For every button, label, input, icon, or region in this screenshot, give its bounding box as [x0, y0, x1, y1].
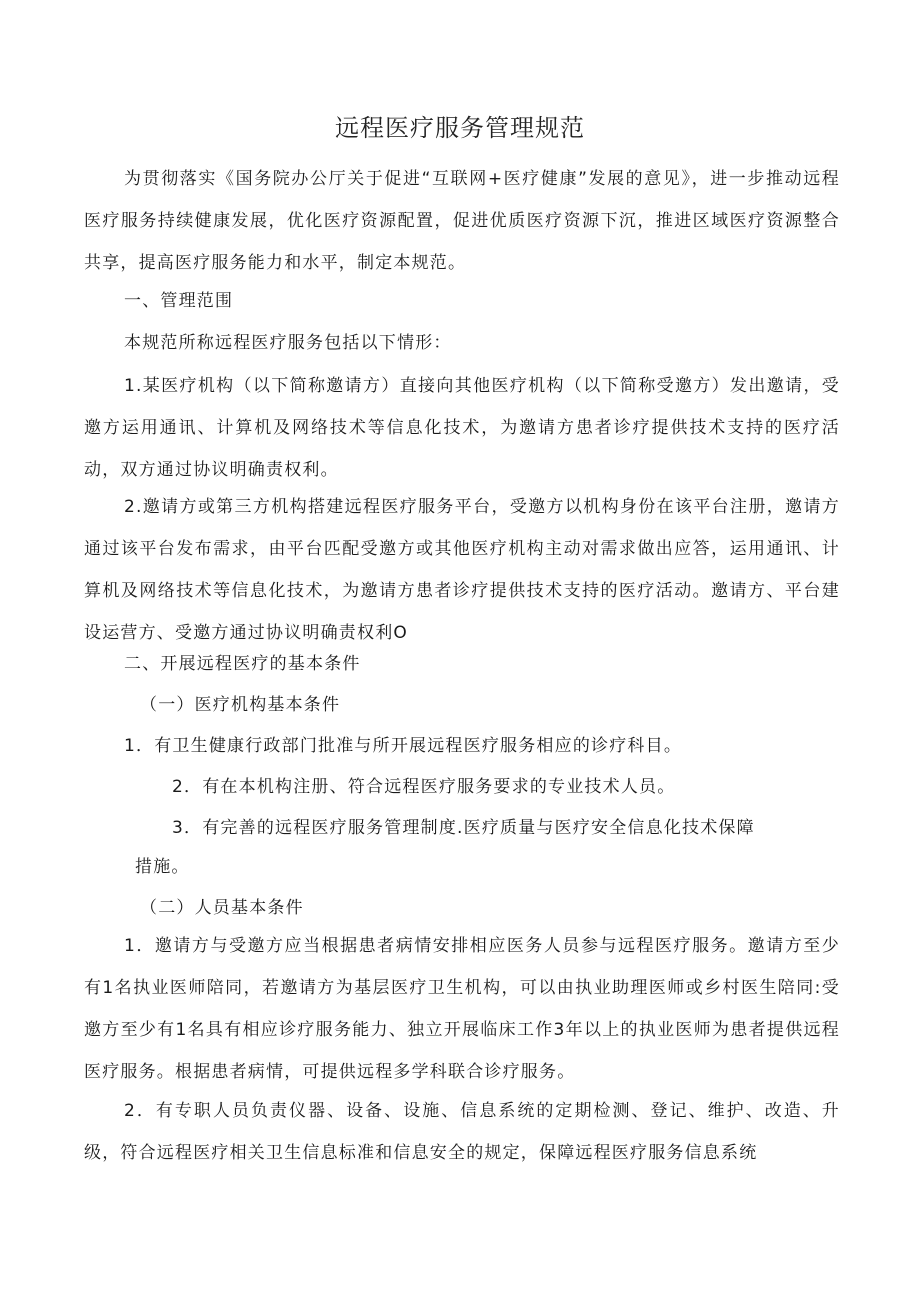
subsection2-heading: （二）人员基本条件 — [140, 898, 304, 918]
section1-heading: 一、管理范围 — [124, 291, 234, 311]
document-title: 远程医疗服务管理规范 — [335, 114, 585, 142]
intro-paragraph: 为贯彻落实《国务院办公厅关于促进“互联网+医疗健康”发展的意见》，进一步推动远程医疗服务持续健康发展，优化医疗资源配置，促进优质医疗资源下沉，推进区域医疗资源整合共享，提高医疗服务能力和水平，制定本规范。 — [84, 169, 840, 273]
subsection1-item-1: 1．有卫生健康行政部门批准与所开展远程医疗服务相应的诊疗科目。 — [124, 736, 683, 756]
subsection2-item-2: 2．有专职人员负责仪器、设备、设施、信息系统的定期检测、登记、维护、改造、升级，符合远程医疗相关卫生信息标准和信息安全的规定，保障远程医疗服务信息系统 — [84, 1101, 840, 1163]
section1-item-2: 2.邀请方或第三方机构搭建远程医疗服务平台，受邀方以机构身份在该平台注册，邀请方通过该平台发布需求，由平台匹配受邀方或其他医疗机构主动对需求做出应答，运用通讯、计算机及网络技术等信息化技术，为邀请方患者诊疗提供技术支持的医疗活动。邀请方、平台建设运营方、受邀方通过协议明确责权利O — [84, 497, 840, 643]
subsection1-item-2: 2．有在本机构注册、符合远程医疗服务要求的专业技术人员。 — [172, 777, 676, 797]
subsection1-heading: （一）医疗机构基本条件 — [140, 695, 341, 715]
subsection2-item-1: 1．邀请方与受邀方应当根据患者病情安排相应医务人员参与远程医疗服务。邀请方至少有1名执业医师陪同，若邀请方为基层医疗卫生机构，可以由执业助理医师或乡村医生陪同:受邀方至少有1名具有相应诊疗服务能力、独立开展临床工作3年以上的执业医师为患者提供远程医疗服务。根据患者病情，可提供远程多学科联合诊疗服务。 — [84, 936, 840, 1082]
section1-lead: 本规范所称远程医疗服务包括以下情形： — [124, 333, 452, 353]
section2-heading: 二、开展远程医疗的基本条件 — [124, 654, 361, 674]
section1-item-1: 1.某医疗机构（以下简称邀请方）直接向其他医疗机构（以下简称受邀方）发出邀请，受邀方运用通讯、计算机及网络技术等信息化技术，为邀请方患者诊疗提供技术支持的医疗活动，双方通过协议明确责权利。 — [84, 376, 840, 480]
subsection1-item-3: 3．有完善的远程医疗服务管理制度.医疗质量与医疗安全信息化技术保障 — [172, 818, 755, 838]
subsection1-item-3-continued: 措施。 — [135, 857, 190, 877]
